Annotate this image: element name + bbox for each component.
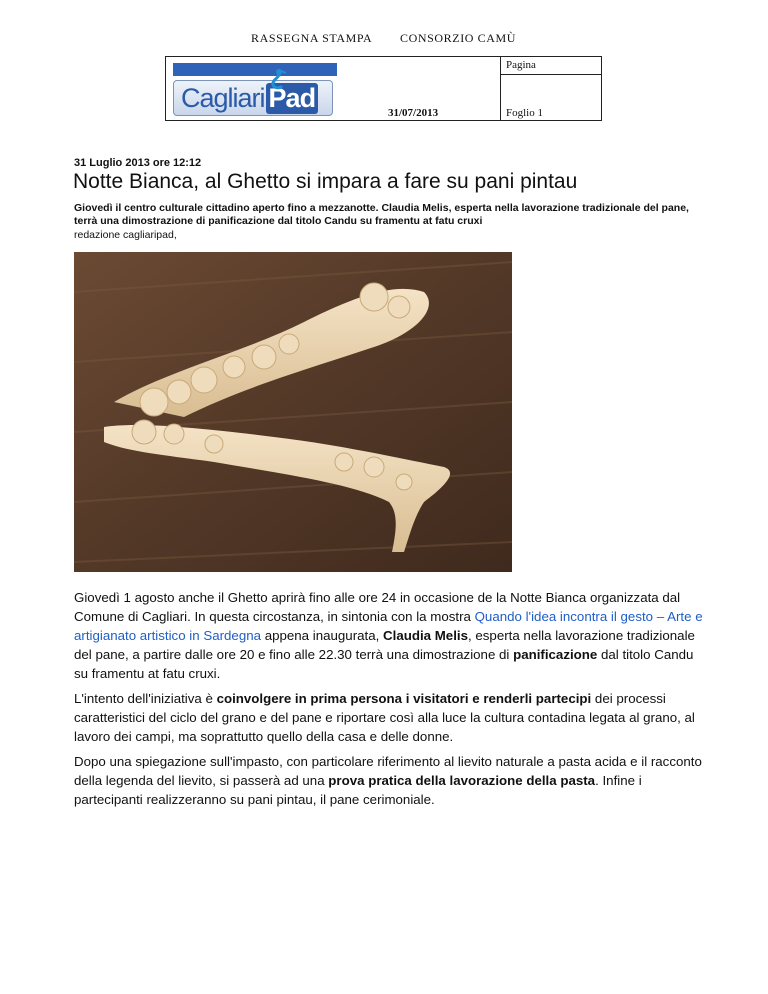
- press-review-label: RASSEGNA STAMPA: [251, 31, 373, 45]
- article-photo: [74, 252, 512, 572]
- logo-text-b: Pad: [266, 83, 319, 114]
- article-summary: Giovedì il centro culturale cittadino aperto fino a mezzanotte. Claudia Melis, esperta nella lavorazione tradizionale del pane, terrà una dimostrazione di panificazione dal titolo Candu su framentu at fatu cruxi: [74, 202, 689, 227]
- cagliaripad-logo: [173, 63, 341, 115]
- logo-text-a: Cagliari: [181, 83, 265, 113]
- header-box: [165, 56, 602, 121]
- paragraph-2: L'intento dell'iniziativa è coinvolgere in prima persona i visitatori e renderli partecipi dei processi caratteristici del ciclo del grano e del pane e riportare così alla luce la cultura contadina legata al grano, al lavoro dei campi, ma soprattutto quello della casa e delle donne.: [74, 691, 695, 744]
- article-byline: redazione cagliaripad,: [74, 229, 177, 241]
- paragraph-1: Giovedì 1 agosto anche il Ghetto aprirà fino alle ore 24 in occasione de la Notte Bianca organizzata dal Comune di Cagliari. In questa circostanza, in sintonia con la mostra Quando l'idea incontra il gesto – Arte e artigianato artistico in Sardegna appena inaugurata, Claudia Melis, esperta nella lavorazione tradizionale del pane, a partire dalle ore 20 e fino alle 22.30 terrà una dimostrazione di panificazione dal titolo Candu su framentu at fatu cruxi.: [74, 590, 703, 681]
- pagina-label: Pagina: [506, 59, 536, 71]
- flamingo-icon: [261, 67, 291, 97]
- article-timestamp: 31 Luglio 2013 ore 12:12: [74, 157, 202, 169]
- foglio-label: Foglio 1: [506, 107, 543, 119]
- paragraph-3: Dopo una spiegazione sull'impasto, con particolare riferimento al lievito naturale a pasta acida e il racconto della legenda del lievito, si passerà ad una prova pratica della lavorazione della pasta. Infine i partecipanti realizzeranno su pani pintau, il pane cerimoniale.: [74, 754, 702, 807]
- header-date: 31/07/2013: [388, 107, 439, 119]
- article-title: Notte Bianca, al Ghetto si impara a fare su pani pintau: [73, 170, 578, 193]
- consortium-label: CONSORZIO CAMÙ: [400, 31, 517, 45]
- exhibition-link[interactable]: Quando l'idea incontra il gesto – Arte e artigianato artistico in Sardegna: [74, 609, 703, 643]
